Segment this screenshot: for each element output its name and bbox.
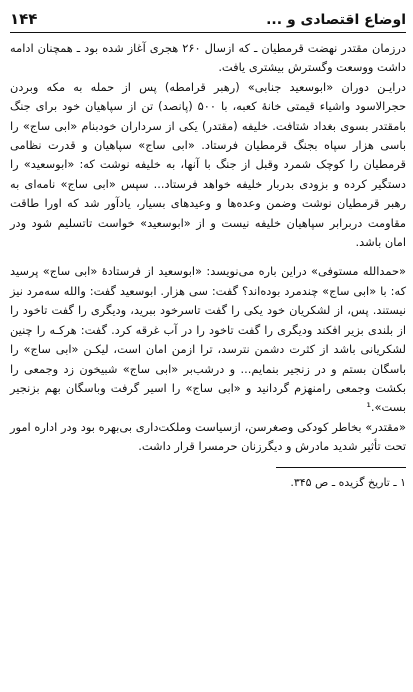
footnote: ۱ ـ تاریخ گزیده ـ ص ۳۴۵.	[290, 475, 406, 489]
paragraph: درزمان مقتدر نهضت قرمطیان ـ که ازسال ۲۶۰ هجری آغاز شده بود ـ همچنان ادامه داشت ووسعت وگسترش بیشتری یافت.	[10, 41, 406, 75]
body-text	[10, 39, 406, 457]
paragraph-gap	[10, 252, 406, 262]
footnote-rule	[276, 467, 406, 468]
book-page	[10, 8, 406, 684]
running-title: اوضاع اقتصادی و ...	[266, 12, 406, 28]
page-number: ۱۴۴	[10, 10, 38, 28]
paragraph: «مقتدر» بخاطر کودکی وصغرسن، ازسیاست وملکت‌داری بی‌بهره بود ودر اداره امور تحت تأثیر شدید مادرش و دیگرزنان حرمسرا قرار داشت.	[10, 419, 406, 454]
page-header	[10, 8, 406, 30]
header-rule	[10, 32, 406, 33]
paragraph: درایـن دوران «ابوسعید جنابی» (رهبر قرامطه) پس از حمله به مکه وبردن حجرالاسود واشیاء قیمتی خانهٔ کعبه، با ۵۰۰ (پانصد) تن از سپاهیان خود برای جنگ بامقتدر بسوی بغداد شتافت. خلیفه (مقتدر) یکی از سرداران خودبنام «ابی ساج» را باسی هزار سپاه بجنگ قرمطیان فرستاد. «ابی ساج» سپاهیان و قدرت نظامی قرمطیان را کوچک شمرد وقبل از جنگ با آنها، به خلیفه نوشت که: «ابوسعید» را دستگیر کرده و بزودی بدربار خلیفه خواهد فرستاد... سپس «ابی ساج» نامه‌ای به رهبر قرمطیان نوشت وضمن وعده‌ها و وعیدهای بسیار، یادآور شد که اورا طاقت مقاومت دربرابر سپاهیان خلیفه نیست و از «ابوسعید» خواست تاتسلیم شود ودر امان باشد.	[10, 79, 406, 250]
paragraph: «حمدالله مستوفی» دراین باره می‌نویسد: «ابوسعید از فرستادهٔ «ابی ساج» پرسید که: با «ابی ساج» چندمرد بوده‌اند؟ گفت: سی هزار. ابوسعید گفت: والله سه‌مرد نیز نیستند. پس، از لشکریان خود یکی را گفت تاسرخود ببرید، ودیگری را گفت تاخود را از بلندی بزیر افکند ودیگری را گفت تاخود را در آب غرقه کرد. گفت: هرکـه را چنین لشکریانی باشد از کثرت دشمن نترسد، ترا ازمن امان است، لیکـن «ابی ساج» را باسگان بستم و در زنجیر بنمایم... و درشب‌بر «ابی ساج» شبیخون زد وجمعی را بکشت وجمعی رامنهزم گردانید و «ابی ساج» را اسیر گرفت وباسگان بهم بزنجیر بست».¹	[10, 264, 406, 415]
